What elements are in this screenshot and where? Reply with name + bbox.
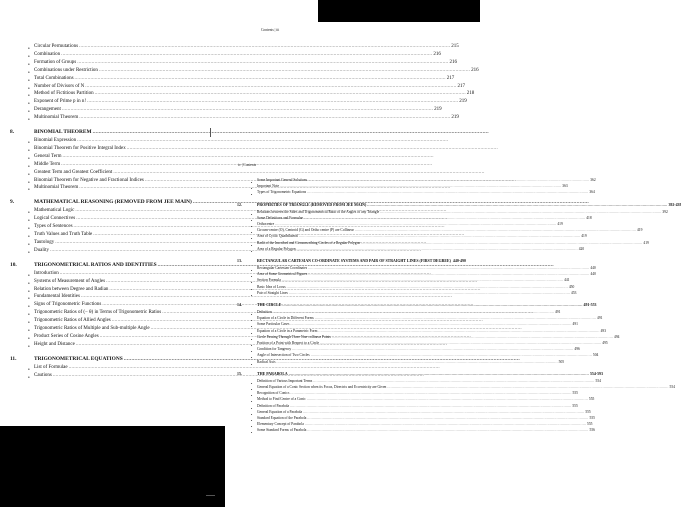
toc-entry[interactable]: [34, 67, 479, 73]
toc-entry-page: 219: [451, 115, 459, 121]
toc-entry[interactable]: [257, 310, 561, 314]
black-region-top-right: [318, 0, 480, 22]
toc-entry-label: Basic Idea of Locus: [257, 284, 286, 289]
section-title: MATHEMATICAL REASONING (REMOVED FROM JEE MAIN): [34, 199, 192, 206]
toc-entry[interactable]: [257, 266, 596, 270]
toc-entry-page: 440: [590, 272, 596, 277]
toc-entry-page: 419: [557, 222, 563, 226]
toc-entry-page: 419: [581, 234, 587, 239]
toc-entry[interactable]: [257, 385, 675, 389]
leader-dots: [355, 228, 636, 232]
leader-dots: [307, 397, 588, 401]
toc-entry-page: 555: [589, 416, 595, 420]
toc-entry-label: Definition of Various Important Terms: [257, 378, 313, 383]
toc-entry-label: Relation between Degree and Radian: [34, 286, 109, 292]
toc-entry-label: Types of Trigonometric Equations: [257, 190, 307, 195]
leader-dots: [297, 247, 578, 251]
toc-entry-page: 392: [662, 209, 668, 214]
toc-entry-page: 215: [451, 44, 459, 49]
toc-entry-label: Method of Fictitious Partition: [34, 91, 94, 97]
toc-entry-page: 440: [590, 266, 596, 270]
toc-entry[interactable]: [257, 234, 587, 239]
toc-entry[interactable]: [34, 75, 455, 81]
leader-dots: [127, 146, 498, 151]
toc-entry[interactable]: [34, 170, 270, 175]
toc-entry-label: List of Formulae: [34, 364, 68, 370]
toc-entry-page: 494: [614, 334, 620, 339]
leader-dots: [292, 347, 573, 351]
section-title: THE PARABOLA: [257, 371, 288, 376]
toc-entry-page: 363: [562, 184, 568, 189]
toc-entry-page: 491: [572, 322, 578, 327]
toc-entry[interactable]: [34, 287, 270, 292]
toc-entry[interactable]: [257, 341, 608, 345]
leader-dots: [290, 391, 571, 395]
leader-dots: [287, 285, 568, 289]
section-page-range: 491-553: [583, 303, 597, 307]
toc-entry[interactable]: [34, 44, 459, 49]
toc-entry-label: Orthocentre: [257, 222, 275, 226]
toc-entry-label: Relations between the Sides and Trigonometrical Ratio of the Angles of any Triangle: [257, 209, 380, 214]
section-title: RECTANGULAR CARTESIAN CO-ORDINATE SYSTEMS AND PAIR OF STRAIGHT LINES (FIRST DEGREE): [257, 259, 451, 263]
leader-dots: [276, 360, 557, 364]
toc-entry-label: Number of Divisors of N: [34, 83, 85, 89]
leader-dots: [308, 178, 589, 182]
toc-entry-page: 491: [554, 310, 561, 314]
toc-entry-label: Circle Passing Through Three Non-collinear Points: [257, 334, 331, 339]
toc-entry[interactable]: [34, 334, 270, 339]
section-page-range: 392-439: [668, 202, 681, 207]
toc-entry-label: Trigonometric Ratios of (− θ) in Terms of Trigonometric Ratios: [34, 310, 162, 316]
leader-dots: [77, 138, 448, 143]
leader-dots: [62, 107, 433, 112]
toc-entry[interactable]: [257, 334, 620, 339]
toc-entry-page: 504: [592, 353, 599, 358]
leader-dots: [113, 170, 484, 175]
leader-dots: [289, 291, 570, 295]
toc-entry-label: Area of Cyclic Quadrilateral: [257, 234, 299, 239]
toc-entry-label: Definition of Parabola: [257, 403, 290, 408]
toc-entry[interactable]: [34, 310, 270, 315]
leader-dots: [280, 184, 561, 188]
section-heading[interactable]: [10, 356, 270, 362]
toc-entry-label: Rectangular Cartesian Coordinates: [257, 266, 308, 270]
toc-entry-page: 555: [587, 422, 593, 427]
toc-entry[interactable]: [34, 342, 270, 347]
toc-entry-page: 217: [446, 75, 455, 81]
section-number: 9.: [10, 199, 15, 206]
toc-entry-label: Binomial Theorem for Positive Integral Index: [34, 145, 126, 151]
toc-entry[interactable]: [34, 208, 270, 213]
toc-entry-label: Pair of Straight Lines: [257, 290, 288, 295]
toc-entry-label: Combination: [34, 51, 61, 57]
leader-dots: [299, 234, 580, 238]
toc-entry-page: 556: [589, 428, 595, 433]
toc-entry[interactable]: [34, 365, 270, 370]
section-title: THE CIRCLE: [257, 303, 282, 307]
toc-entry-label: Logical Connectives: [34, 216, 76, 222]
toc-entry[interactable]: [257, 178, 596, 182]
leader-dots: [61, 162, 432, 167]
crop-mark: [206, 495, 215, 496]
toc-entry[interactable]: [34, 51, 441, 57]
toc-entry[interactable]: [34, 185, 270, 190]
toc-entry[interactable]: [34, 271, 270, 276]
toc-entry-label: Derangement: [34, 107, 61, 113]
toc-entry-page: 555: [572, 403, 578, 408]
toc-entry[interactable]: [257, 284, 575, 289]
section-title: TRIGONOMETRICAL RATIOS AND IDENTITIES: [34, 261, 157, 268]
leader-dots: [95, 91, 466, 96]
toc-entry-page: 453: [571, 290, 577, 295]
toc-entry-label: Combinations under Restriction: [34, 67, 98, 73]
toc-entry-label: Binomial Theorem for Negative and Fractional Indices: [34, 177, 144, 183]
toc-entry-label: Circum-centre (O), Centroid (G) and Ortho centre (P) are Collinear: [257, 228, 354, 233]
toc-entry[interactable]: [34, 115, 459, 121]
toc-entry[interactable]: [257, 378, 601, 383]
toc-entry[interactable]: [257, 409, 591, 414]
toc-entry-page: 555: [588, 397, 595, 402]
toc-entry-label: General Equation of a Parabola: [257, 409, 303, 414]
toc-entry-label: Equation of a Circle in Different Forms: [257, 316, 314, 321]
toc-entry[interactable]: [34, 224, 270, 229]
toc-entry-page: 217: [457, 83, 465, 89]
section-heading[interactable]: [10, 129, 270, 135]
toc-entry-page: 441: [564, 278, 570, 283]
toc-entry-label: Middle Term: [34, 161, 61, 167]
toc-entry-page: 216: [433, 51, 441, 57]
section-title: TRIGONOMETRICAL EQUATIONS: [34, 355, 123, 362]
toc-entry-label: Some Important General Solutions: [257, 178, 308, 182]
section-heading[interactable]: [10, 262, 270, 268]
section-number: 12.: [237, 202, 242, 207]
toc-entry-page: 491: [597, 316, 603, 321]
section-heading[interactable]: [237, 259, 466, 263]
leader-dots: [61, 52, 432, 57]
leader-dots: [304, 216, 585, 220]
toc-entry-page: 419: [637, 228, 643, 233]
leader-dots: [62, 154, 433, 159]
toc-entry-label: Condition for Tangency: [257, 347, 292, 352]
leader-dots: [87, 99, 458, 104]
leader-dots: [77, 60, 448, 65]
toc-entry-label: Greatest Term and Greatest Coefficient: [34, 169, 113, 175]
leader-dots: [275, 222, 556, 226]
toc-entry-label: Exponent of Prime p in n!: [34, 99, 87, 105]
section-page-range: 440-490: [452, 259, 466, 263]
toc-entry-label: Elementary Concept of Parabola: [257, 422, 304, 427]
leader-dots: [380, 210, 661, 214]
toc-entry-page: 555: [585, 409, 591, 414]
toc-entry-label: Position of a Point with Respect to a Circle: [257, 341, 320, 345]
toc-entry[interactable]: [257, 184, 568, 189]
section-title: PROPERTIES OF TRIANGLE (REMOVED FROM JEE MAIN): [257, 202, 367, 207]
left-page-header: Contents | iii: [261, 28, 280, 32]
toc-entry-label: Multinomial Theorem: [34, 185, 79, 191]
toc-entry-page: 450: [568, 284, 575, 289]
toc-entry-label: Duality: [34, 247, 49, 253]
toc-entry-label: Truth Values and Truth Table: [34, 232, 93, 237]
toc-entry[interactable]: [257, 416, 595, 420]
toc-entry[interactable]: [257, 403, 578, 408]
toc-entry-page: 362: [590, 178, 596, 182]
section-heading[interactable]: [237, 303, 597, 307]
leader-dots: [315, 316, 596, 320]
leader-dots: [307, 428, 588, 432]
toc-entry-page: 219: [459, 99, 467, 105]
section-title: BINOMIAL THEOREM: [34, 129, 92, 135]
toc-entry-label: Angle of Intersection of Two Circles: [257, 353, 310, 358]
toc-entry-label: Types of Sentences: [34, 224, 73, 230]
leader-dots: [282, 278, 563, 282]
leader-dots: [320, 341, 601, 345]
toc-entry[interactable]: [34, 107, 442, 113]
leader-dots: [307, 190, 588, 194]
toc-entry-label: Signs of Trigonometric Functions: [34, 302, 102, 308]
leader-dots: [79, 44, 450, 49]
leader-dots: [313, 379, 594, 383]
toc-entry[interactable]: [257, 215, 592, 220]
leader-dots: [69, 365, 440, 370]
toc-entry[interactable]: [257, 359, 565, 364]
leader-dots: [99, 68, 470, 73]
toc-entry-page: 216: [471, 67, 479, 73]
toc-entry-label: Area of Some Geometrical Figures: [257, 272, 308, 277]
toc-entry[interactable]: [34, 294, 270, 299]
toc-entry-label: Formation of Groups: [34, 59, 77, 65]
toc-entry[interactable]: [34, 318, 270, 323]
toc-entry[interactable]: [34, 279, 270, 284]
toc-entry[interactable]: [34, 326, 270, 331]
toc-entry-label: Some Particular Cases: [257, 322, 290, 327]
toc-entry[interactable]: [257, 246, 585, 251]
section-number: 8.: [10, 129, 15, 135]
toc-entry[interactable]: [257, 290, 577, 295]
leader-dots: [282, 303, 582, 307]
leader-dots: [75, 76, 446, 81]
toc-entry[interactable]: [257, 353, 599, 358]
toc-entry-page: 495: [602, 341, 608, 345]
toc-entry-page: 554: [669, 385, 675, 389]
toc-entry-label: Important Note: [257, 184, 280, 189]
toc-entry-page: 496: [574, 347, 580, 352]
black-region-bottom-left: [0, 426, 225, 507]
toc-entry-label: Some Definitions and Formulae: [257, 215, 304, 220]
toc-entry[interactable]: [34, 154, 270, 159]
leader-dots: [273, 310, 554, 314]
toc-entry-label: Trigonometric Ratios of Multiple and Sub-multiple Angle: [34, 326, 150, 331]
toc-entry-label: General Equation of a Conic Section when its Focus, Directrix and Eccentricity are Given: [257, 385, 387, 389]
section-heading[interactable]: [10, 199, 270, 205]
toc-entry-page: 420: [578, 246, 585, 251]
right-page-header: iv | Contents: [238, 163, 257, 167]
section-heading[interactable]: [237, 371, 603, 376]
toc-entry[interactable]: [34, 138, 270, 143]
toc-entry[interactable]: [257, 328, 606, 333]
toc-entry-label: Fundamental Identities: [34, 294, 80, 300]
toc-entry[interactable]: [257, 347, 580, 352]
toc-entry[interactable]: [34, 59, 457, 65]
leader-dots: [308, 266, 589, 270]
toc-entry-label: Binomial Expression: [34, 138, 77, 143]
toc-entry-label: Some Standard Forms of Parabola: [257, 428, 307, 433]
toc-entry-label: Cautions: [34, 372, 52, 378]
leader-dots: [387, 385, 668, 389]
toc-entry-label: Mathematical Logic: [34, 208, 75, 214]
toc-entry[interactable]: [34, 232, 270, 237]
toc-entry-page: 418: [586, 215, 592, 220]
toc-entry[interactable]: [257, 322, 578, 327]
leader-dots: [79, 115, 450, 120]
toc-entry-label: Radical Axis: [257, 359, 276, 364]
leader-dots: [290, 404, 571, 408]
toc-entry[interactable]: [257, 428, 595, 433]
leader-dots: [81, 294, 452, 299]
leader-dots: [290, 322, 571, 326]
toc-entry-label: Area of a Regular Polygon: [257, 246, 296, 251]
toc-entry-page: 216: [449, 59, 457, 65]
toc-entry-label: Multinomial Theorem: [34, 115, 79, 121]
section-number: 14.: [237, 303, 242, 307]
toc-entry-page: 554: [595, 378, 601, 383]
leader-dots: [311, 353, 592, 357]
leader-dots: [303, 410, 584, 414]
toc-entry[interactable]: [257, 222, 563, 226]
toc-entry[interactable]: [257, 278, 570, 283]
leader-dots: [305, 422, 586, 426]
toc-entry[interactable]: [34, 83, 465, 89]
toc-entry[interactable]: [257, 228, 643, 233]
leader-dots: [307, 416, 588, 420]
toc-entry-page: 555: [572, 391, 578, 396]
leader-dots: [308, 272, 589, 276]
toc-entry-page: 219: [434, 107, 442, 113]
toc-entry-label: Total Combinations: [34, 75, 74, 81]
toc-entry-label: Method to Find Centre of a Conic: [257, 397, 306, 402]
toc-entry-label: Radii of the Inscribed and Circumscribing Circles of a Regular Polygon: [257, 240, 361, 245]
toc-entry[interactable]: [257, 422, 593, 427]
toc-entry-label: General Term: [34, 153, 62, 159]
toc-entry-label: Height and Distance: [34, 341, 75, 347]
toc-entry[interactable]: [257, 272, 596, 277]
toc-entry[interactable]: [257, 316, 603, 321]
toc-entry-page: 218: [466, 91, 475, 97]
toc-entry-label: Trigonometric Ratios of Allied Angles: [34, 318, 111, 324]
toc-entry-label: Definition: [257, 310, 272, 314]
toc-entry-page: 493: [600, 328, 606, 333]
section-page-range: 554-593: [589, 371, 603, 376]
toc-entry[interactable]: [34, 248, 270, 253]
toc-entry-label: Standard Equation of the Parabola: [257, 416, 307, 420]
section-number: 11.: [10, 355, 17, 362]
toc-entry[interactable]: [34, 99, 467, 105]
toc-entry[interactable]: [34, 216, 270, 221]
toc-entry[interactable]: [257, 240, 649, 245]
leader-dots: [332, 335, 613, 339]
toc-entry-label: Systems of Measurement of Angles: [34, 278, 106, 284]
toc-entry-label: Tautology: [34, 239, 55, 245]
toc-entry[interactable]: [34, 240, 270, 245]
toc-entry[interactable]: [257, 209, 668, 214]
leader-dots: [361, 241, 642, 245]
toc-entry[interactable]: [34, 373, 270, 378]
section-heading[interactable]: [237, 202, 681, 207]
toc-entry-page: 364: [589, 190, 595, 195]
toc-entry-label: Introduction: [34, 270, 59, 276]
section-number: 13.: [237, 259, 242, 263]
toc-entry[interactable]: [257, 190, 595, 195]
toc-entry-label: Circular Permutations: [34, 44, 79, 49]
toc-entry[interactable]: [34, 178, 270, 183]
toc-entry-page: 505: [558, 359, 565, 364]
leader-dots: [367, 203, 667, 207]
toc-entry[interactable]: [257, 391, 578, 396]
toc-entry-label: Recognition of Conics: [257, 391, 290, 396]
toc-entry-page: 419: [643, 240, 649, 245]
toc-entry-label: Equation of a Circle in a Parametric Form: [257, 328, 318, 333]
section-number: 10.: [10, 261, 17, 268]
toc-entry-label: Product Series of Cosine Angles: [34, 333, 99, 339]
toc-entry[interactable]: [257, 397, 595, 402]
toc-entry[interactable]: [34, 162, 270, 167]
leader-dots: [289, 372, 589, 376]
leader-dots: [85, 84, 456, 89]
toc-entry[interactable]: [34, 91, 475, 97]
toc-entry[interactable]: [34, 146, 270, 151]
toc-entry-label: Section Formula: [257, 278, 281, 283]
leader-dots: [318, 329, 599, 333]
leader-dots: [93, 129, 489, 135]
toc-entry[interactable]: [34, 302, 270, 307]
section-number: 15.: [237, 371, 242, 376]
